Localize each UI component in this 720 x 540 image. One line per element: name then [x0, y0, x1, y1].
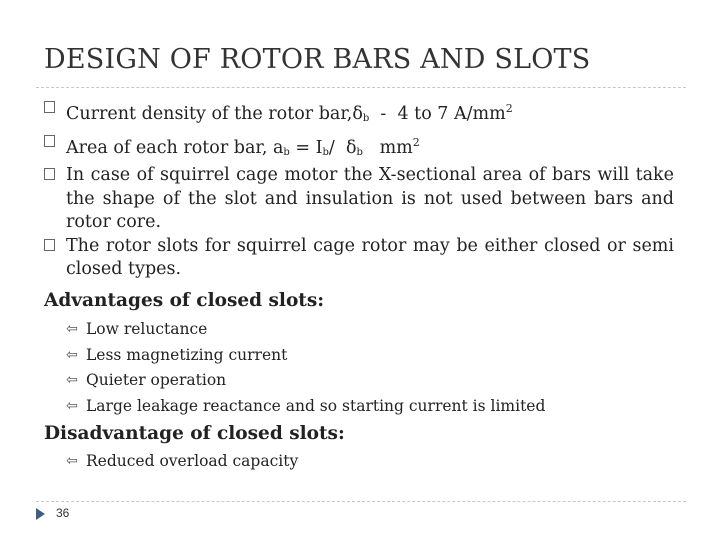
bullet-rotor-slots — [44, 235, 674, 282]
left-arrow-icon: ⇦ — [66, 346, 78, 363]
left-arrow-icon: ⇦ — [66, 453, 78, 469]
disadvantages-heading: Disadvantage of closed slots: — [44, 423, 345, 444]
list-item: ⇦ Reduced overload capacity — [66, 452, 299, 470]
bullet-bar-area — [44, 131, 674, 165]
bullet-text: / δ — [328, 137, 357, 158]
checkbox-bullet-icon — [44, 168, 55, 180]
subscript: b — [322, 146, 329, 158]
checkbox-bullet-icon — [44, 101, 55, 113]
bullet-text: The rotor slots for squirrel cage rotor may be either closed or semi closed types. — [66, 235, 674, 279]
bullet-squirrel-cage-bars — [44, 164, 674, 235]
bullet-text: = I — [289, 137, 323, 158]
advantages-heading: Advantages of closed slots: — [44, 290, 325, 311]
disadvantages-list — [66, 450, 298, 476]
bullet-text: Area of each rotor bar, a — [66, 137, 284, 158]
list-item: ⇦ Large leakage reactance and so starting current is limited — [66, 397, 546, 416]
advantages-list — [66, 318, 545, 421]
list-item: ⇦ Less magnetizing current — [66, 345, 288, 364]
footer-triangle-icon — [36, 508, 45, 520]
subscript: b — [283, 146, 290, 158]
footer-divider — [36, 501, 686, 502]
bullet-text: Current density of the rotor bar,δ — [66, 104, 363, 124]
bullet-current-density — [44, 97, 674, 131]
bullet-text: In case of squirrel cage motor the X-sectional area of bars will take the shape of the slot and insulation is not used between bars and rotor core. — [66, 165, 674, 232]
left-arrow-icon: ⇦ — [66, 398, 78, 415]
subscript: b — [362, 113, 370, 124]
checkbox-bullet-icon — [44, 239, 55, 251]
list-item: ⇦ Low reluctance — [66, 320, 208, 338]
bullet-text: - 4 to 7 A/mm — [369, 104, 506, 124]
checkbox-bullet-icon — [44, 135, 55, 147]
superscript: 2 — [412, 135, 420, 149]
title-divider — [36, 87, 686, 88]
left-arrow-icon: ⇦ — [66, 372, 78, 389]
list-item: ⇦ Quieter operation — [66, 371, 227, 390]
bullet-text: mm — [362, 137, 413, 158]
superscript: 2 — [505, 102, 513, 115]
subscript: b — [356, 146, 363, 158]
page-number: 36 — [56, 506, 70, 520]
main-bullet-list — [44, 97, 674, 282]
slide-title: DESIGN OF ROTOR BARS AND SLOTS — [44, 44, 591, 75]
left-arrow-icon: ⇦ — [66, 321, 78, 337]
